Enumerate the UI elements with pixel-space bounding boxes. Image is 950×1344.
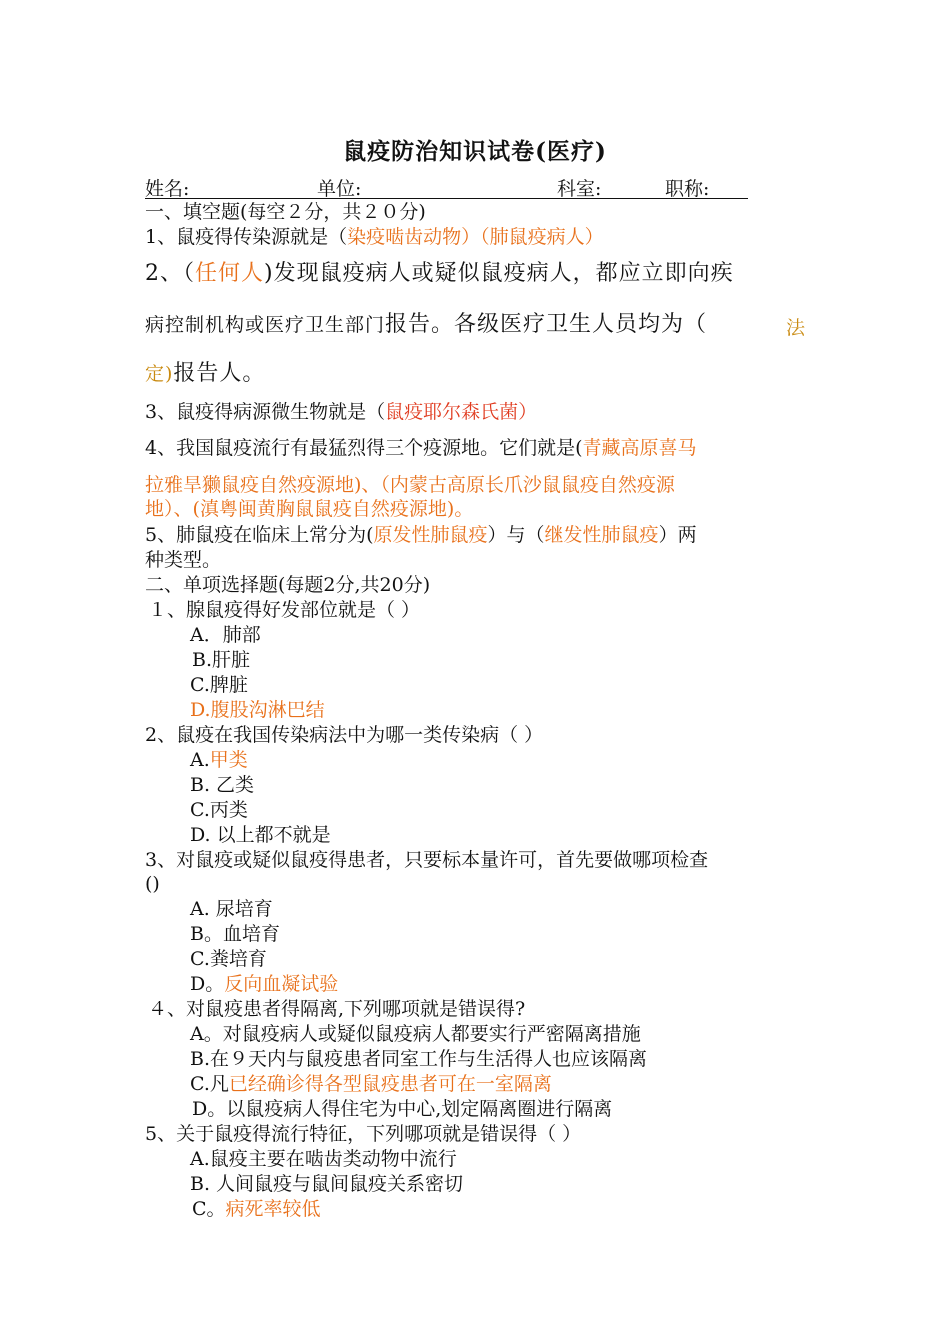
s1-q4-answer-b: 拉雅旱獭鼠疫自然疫源地)、（内蒙古高原长爪沙鼠鼠疫自然疫源: [145, 474, 675, 496]
s1-q5-line2: 种类型。: [145, 549, 222, 571]
s2-q2-opt-b: B. 乙类: [190, 774, 255, 796]
s2-q3-answer: 反向血凝试验: [224, 973, 339, 995]
s2-q1-opt-c: C.脾脏: [190, 674, 248, 696]
s2-q3-opt-b: B。血培育: [190, 923, 280, 945]
s1-q5-answer1: 原发性肺鼠疫: [373, 524, 488, 546]
s1-q2-line1: 2、（任何人)发现鼠疫病人或疑似鼠疫病人，都应立即向疾: [145, 261, 734, 286]
s1-q3: 3、鼠疫得病源微生物就是（鼠疫耶尔森氏菌）: [145, 401, 538, 423]
s2-q1-answer: D.腹股沟淋巴结: [190, 699, 325, 721]
s2-q3-stem: 3、对鼠疫或疑似鼠疫得患者，只要标本量许可，首先要做哪项检查: [145, 849, 709, 871]
section2-heading: 二、单项选择题(每题2分,共20分): [145, 574, 431, 596]
s2-q2-answer: 甲类: [209, 749, 248, 771]
s1-q4-line2: [145, 473, 675, 497]
s2-q5-stem: 5、关于鼠疫得流行特征，下列哪项就是错误得（ ）: [145, 1123, 582, 1145]
unit-label: 单位:: [317, 178, 362, 200]
s1-q2-answer2a: 法: [786, 317, 806, 339]
s2-q2-opt-c: C.丙类: [190, 799, 248, 821]
s1-q3-answer: 鼠疫耶尔森氏菌）: [385, 401, 538, 423]
s2-q1-stem: １、腺鼠疫得好发部位就是（ ）: [148, 599, 421, 621]
s1-q4-line1: 4、我国鼠疫流行有最猛烈得三个疫源地。它们就是(青藏高原喜马: [145, 437, 697, 459]
title-label: 职称:: [665, 178, 710, 200]
page-title: 鼠疫防治知识试卷(医疗): [343, 138, 607, 165]
s2-q5-opt-c: C。病死率较低: [192, 1198, 321, 1220]
header-info-row: [145, 174, 748, 199]
s2-q1-opt-a: A．肺部: [190, 624, 261, 646]
s2-q4-opt-b: B.在９天内与鼠疫患者同室工作与生活得人也应该隔离: [190, 1048, 648, 1070]
s1-q4-line3: [145, 497, 473, 521]
s2-q3-stem2: (): [145, 873, 160, 895]
s1-q1-answer: 染疫啮齿动物）（肺鼠疫病人）: [347, 226, 604, 248]
s1-q2-answer1: 任何人: [195, 261, 265, 286]
s2-q3-opt-d: D。反向血凝试验: [190, 973, 339, 995]
s2-q4-answer: 已经确诊得各型鼠疫患者可在一室隔离: [228, 1073, 552, 1095]
s2-q4-opt-d: D。以鼠疫病人得住宅为中心,划定隔离圈进行隔离: [192, 1098, 613, 1120]
s2-q5-answer: 病死率较低: [225, 1198, 321, 1220]
s1-q2-answer2b: 定): [145, 363, 174, 385]
s2-q3-opt-a: A. 尿培育: [190, 898, 273, 920]
s2-q1-opt-b: B.肝脏: [192, 649, 251, 671]
s2-q5-opt-a: A.鼠疫主要在啮齿类动物中流行: [190, 1148, 457, 1170]
s1-q2-line3: 定)报告人。: [145, 361, 266, 386]
s2-q4-stem: ４、对鼠疫患者得隔离,下列哪项就是错误得?: [148, 998, 526, 1020]
s2-q4-opt-c: C.凡已经确诊得各型鼠疫患者可在一室隔离: [190, 1073, 552, 1095]
s1-q4-answer-c: 地）、(滇粤闽黄胸鼠鼠疫自然疫源地)。: [145, 498, 474, 520]
name-label: 姓名:: [145, 178, 190, 200]
section1-heading: 一、填空题(每空２分，共２０分): [145, 201, 426, 223]
dept-label: 科室:: [557, 178, 602, 200]
s2-q2-stem: 2、鼠疫在我国传染病法中为哪一类传染病（ ）: [145, 724, 544, 746]
s2-q2-opt-a: A.甲类: [190, 749, 248, 771]
s2-q5-opt-b: B. 人间鼠疫与鼠间鼠疫关系密切: [190, 1173, 464, 1195]
s2-q3-opt-c: C.粪培育: [190, 948, 267, 970]
s1-q5-answer2: 继发性肺鼠疫: [544, 524, 659, 546]
s2-q4-opt-a: A。对鼠疫病人或疑似鼠疫病人都要实行严密隔离措施: [190, 1023, 641, 1045]
s2-q2-opt-d: D. 以上都不就是: [190, 824, 331, 846]
s1-q2-line2: 病控制机构或医疗卫生部门报告。各级医疗卫生人员均为（: [145, 312, 708, 337]
s1-q5-line1: 5、肺鼠疫在临床上常分为(原发性肺鼠疫）与（继发性肺鼠疫）两: [145, 524, 697, 546]
s1-q4-answer-a: 青藏高原喜马: [582, 437, 697, 459]
s1-q1: 1、鼠疫得传染源就是（染疫啮齿动物）（肺鼠疫病人）: [145, 226, 604, 248]
